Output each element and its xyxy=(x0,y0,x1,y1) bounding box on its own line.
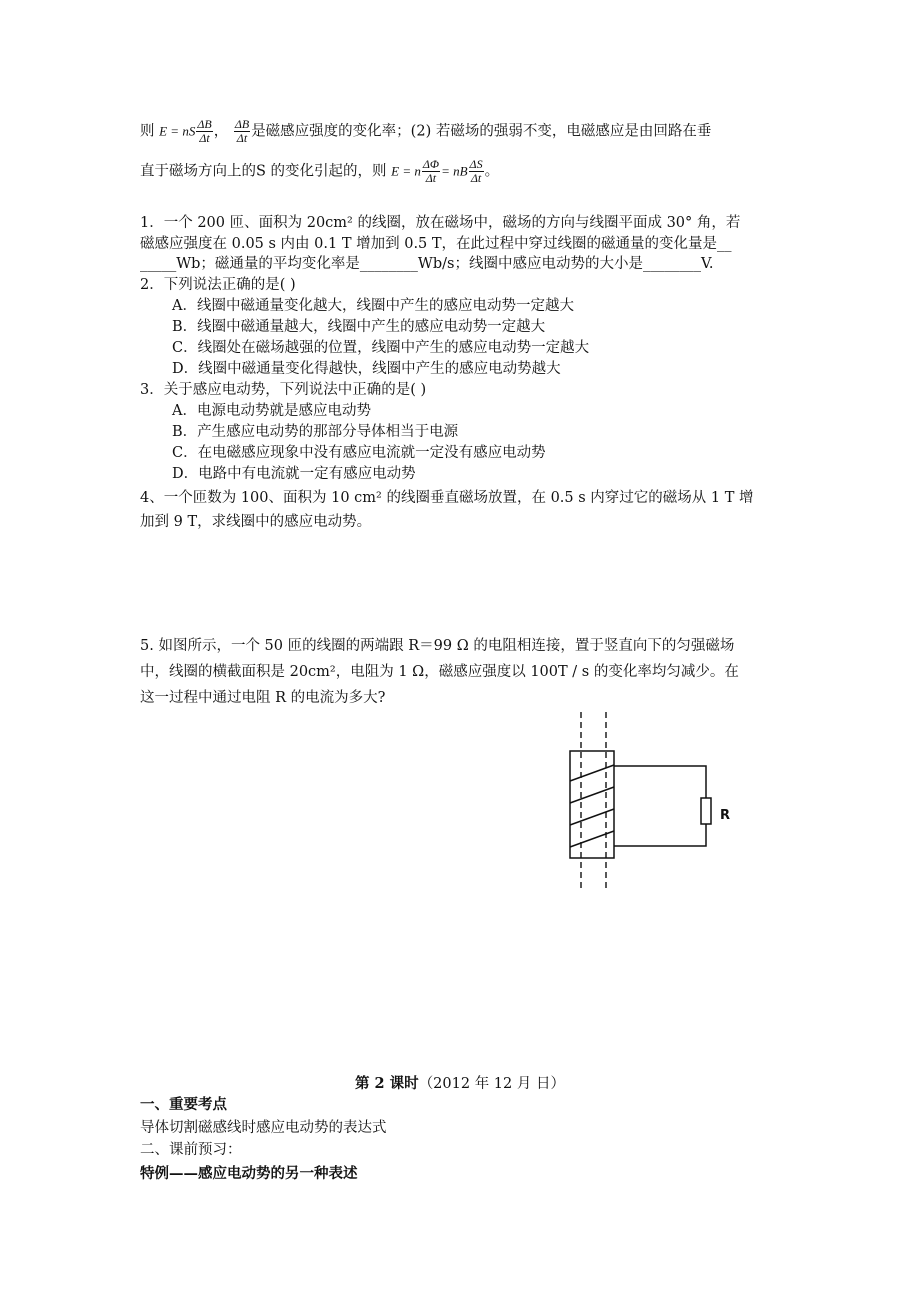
q1-line-3: _____Wb；磁通量的平均变化率是________Wb/s；线圈中感应电动势的大小是________V. xyxy=(140,256,714,272)
fraction-ds-dt: $\frac{\Delta S}{\Delta t}$ xyxy=(469,157,483,185)
intro-line-1: 则 E = nS $\frac{\Delta B}{\Delta t}$ ， $\frac{\Delta B}{\Delta t}$ 是磁感应强度的变化率；(2) 若磁场的强弱不变，电磁感应是由回路在垂 xyxy=(140,117,712,145)
q1-line-1: 1．一个 200 匝、面积为 20cm² 的线圈，放在磁场中，磁场的方向与线圈平面成 30° 角，若 xyxy=(140,215,741,231)
lesson-title-bold: 第 2 课时 xyxy=(355,1075,419,1092)
fraction-dphi-dt: $\frac{\Delta\Phi}{\Delta t}$ xyxy=(422,157,440,185)
intro-text: 是磁感应强度的变化率；(2) 若磁场的强弱不变，电磁感应是由回路在垂 xyxy=(251,123,712,140)
q3-option-d: D．电路中有电流就一定有感应电动势 xyxy=(172,466,416,482)
formula-e-ns: E = nS xyxy=(159,123,196,139)
q3-stem: 3．关于感应电动势，下列说法中正确的是( ) xyxy=(140,382,427,398)
heading-preview: 二、课前预习： xyxy=(140,1142,242,1158)
coil-winding xyxy=(570,831,614,847)
resistor xyxy=(701,798,711,824)
intro-text-2: 直于磁场方向上的S 的变化引起的，则 xyxy=(140,163,387,180)
bottom-wire xyxy=(614,824,706,846)
q5-line-3: 这一过程中通过电阻 R 的电流为多大? xyxy=(140,690,386,706)
lesson-title-date: （2012 年 12 月 日） xyxy=(418,1076,565,1092)
q5-line-2: 中，线圈的横截面积是 20cm²，电阻为 1 Ω，磁感应强度以 100T / s 的变化率均匀减少。在 xyxy=(140,664,739,680)
formula-e-n: E = n xyxy=(391,163,421,179)
q2-stem: 2．下列说法正确的是( ) xyxy=(140,277,296,293)
fraction-db-dt: $\frac{\Delta B}{\Delta t}$ xyxy=(197,117,212,145)
q2-option-b: B．线圈中磁通量越大，线圈中产生的感应电动势一定越大 xyxy=(172,319,546,335)
top-wire xyxy=(614,766,706,798)
q2-option-d: D．线圈中磁通量变化得越快，线圈中产生的感应电动势越大 xyxy=(172,361,561,377)
lesson-title xyxy=(0,1072,920,1093)
q5-line-1: 5. 如图所示，一个 50 匝的线圈的两端跟 R＝99 Ω 的电阻相连接，置于竖直向下的匀强磁场 xyxy=(140,638,735,654)
intro-prefix: 则 xyxy=(140,123,155,140)
fraction-db-dt-2: $\frac{\Delta B}{\Delta t}$ xyxy=(234,117,250,145)
coil-circuit-figure xyxy=(560,712,720,888)
q3-option-a: A．电源电动势就是感应电动势 xyxy=(172,403,371,419)
q4-line-1: 4、一个匝数为 100、面积为 10 cm² 的线圈垂直磁场放置，在 0.5 s 内穿过它的磁场从 1 T 增 xyxy=(140,490,754,506)
q2-option-a: A．线圈中磁通量变化越大，线圈中产生的感应电动势一定越大 xyxy=(172,298,574,314)
key-point-text: 导体切割磁感线时感应电动势的表达式 xyxy=(140,1120,387,1136)
resistor-label: R xyxy=(720,808,731,823)
intro-line-2: 直于磁场方向上的S 的变化引起的，则 E = n $\frac{\Delta\Phi}{\Delta t}$ = nB $\frac{\Delta S}{\Delta t}$ 。 xyxy=(140,157,500,185)
coil-winding xyxy=(570,787,614,803)
q2-option-c: C．线圈处在磁场越强的位置，线圈中产生的感应电动势一定越大 xyxy=(172,340,590,356)
q4-line-2: 加到 9 T，求线圈中的感应电动势。 xyxy=(140,514,372,530)
q3-option-c: C．在电磁感应现象中没有感应电流就一定没有感应电动势 xyxy=(172,445,546,461)
coil-winding xyxy=(570,809,614,825)
formula-nb: = nB xyxy=(441,163,468,179)
heading-key-points: 一、重要考点 xyxy=(140,1096,227,1113)
q3-option-b: B．产生感应电动势的那部分导体相当于电源 xyxy=(172,424,459,440)
heading-special-case: 特例——感应电动势的另一种表述 xyxy=(140,1165,358,1182)
q1-line-2: 磁感应强度在 0.05 s 内由 0.1 T 增加到 0.5 T，在此过程中穿过线圈的磁通量的变化量是__ xyxy=(140,236,732,252)
coil-winding xyxy=(570,765,614,781)
